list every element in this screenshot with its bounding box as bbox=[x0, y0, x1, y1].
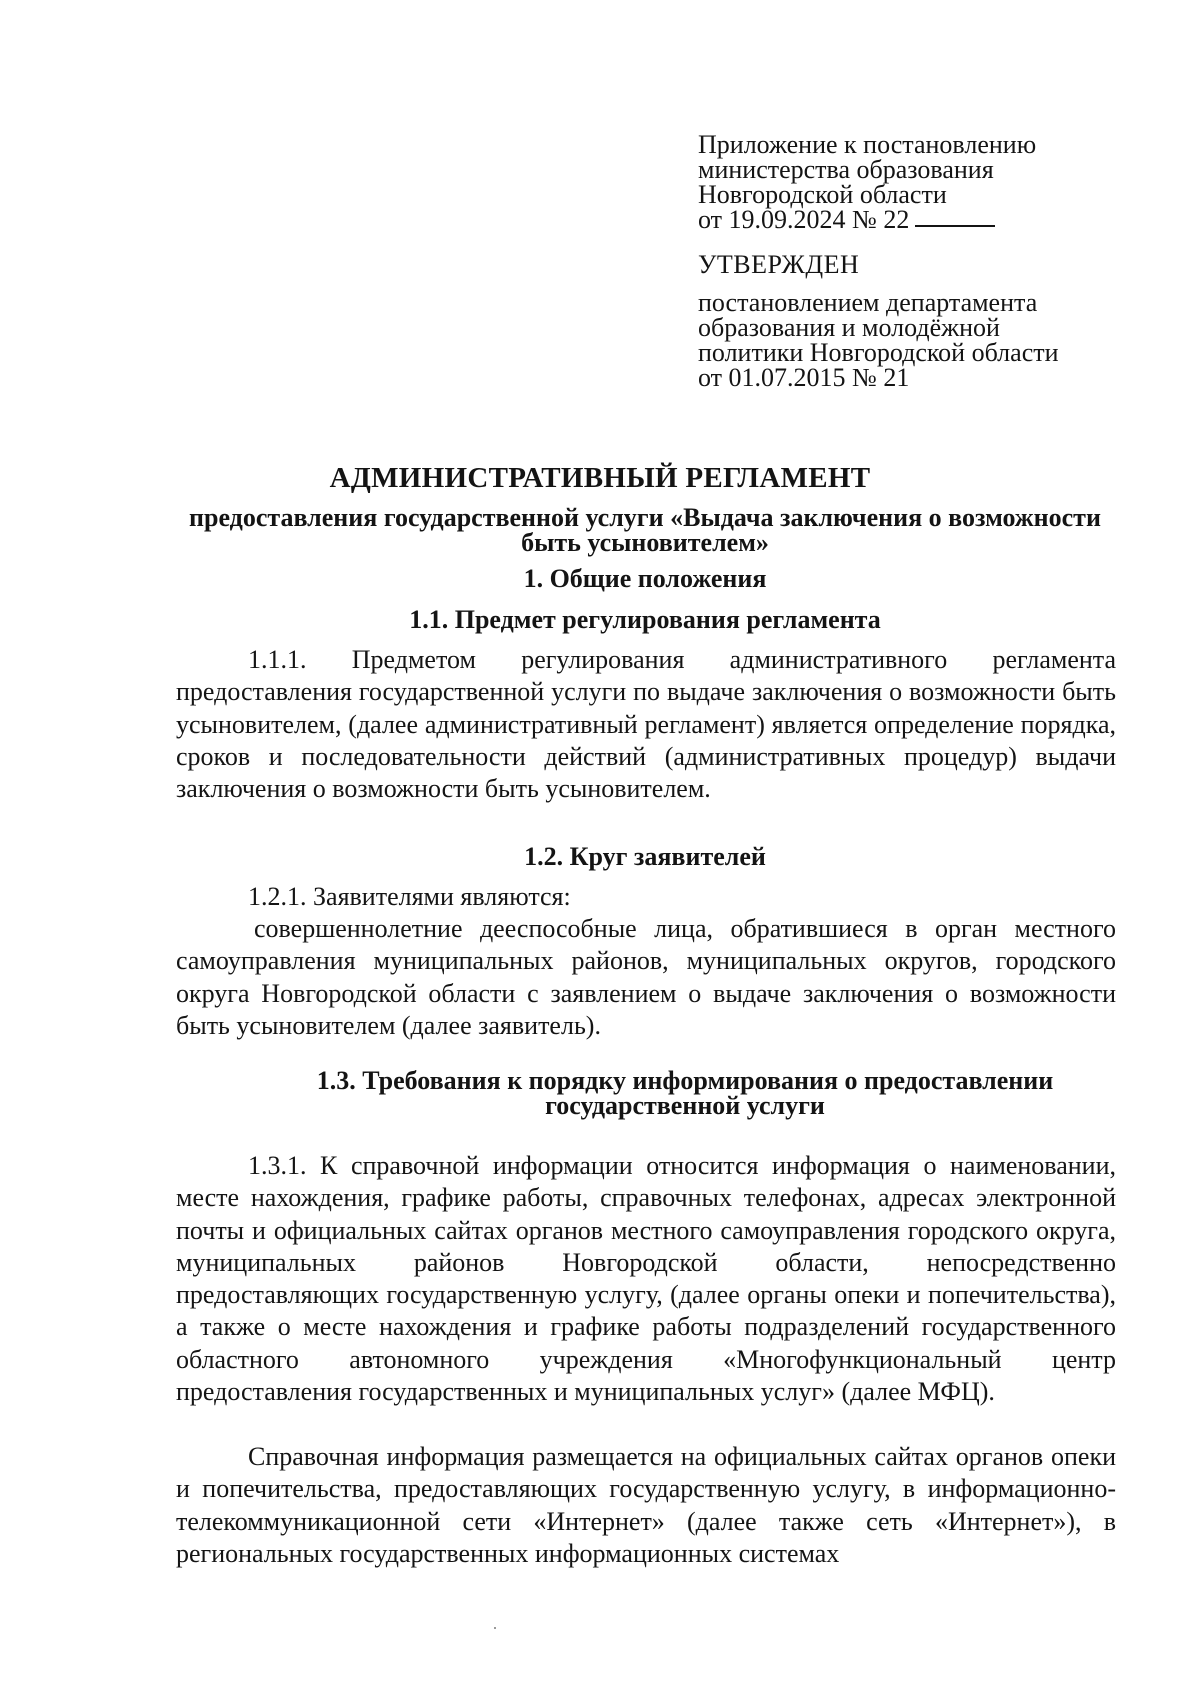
appendix-line-1: Приложение к постановлению bbox=[698, 130, 1037, 159]
document-title: АДМИНИСТРАТИВНЫЙ РЕГЛАМЕНТ bbox=[329, 462, 871, 494]
appendix-line-3: Новгородской области bbox=[698, 180, 947, 209]
paragraph-reference-info: Справочная информация размещается на официальных сайтах органов опеки и попечительства, предоставляющих государственную услугу, в информационно-телекоммуникационной сети «Интернет» (далее также сеть «Интернет»), в региональных государственных информационных системах bbox=[176, 1442, 1116, 1568]
approval-details bbox=[698, 290, 1118, 390]
section-heading-1-3: 1.3. Требования к порядку информирования о предоставлении государственной услуги bbox=[316, 1066, 1054, 1120]
approval-line-4: от 01.07.2015 № 21 bbox=[698, 363, 910, 392]
approval-line-1: постановлением департамента bbox=[698, 288, 1038, 317]
approval-line-3: политики Новгородской области bbox=[698, 338, 1059, 367]
approved-label: УТВЕРЖДЕН bbox=[698, 250, 860, 279]
signature-blank bbox=[915, 225, 995, 227]
section-heading-1-1: 1.1. Предмет регулирования регламента bbox=[409, 605, 881, 634]
approval-line-2: образования и молодёжной bbox=[698, 313, 1000, 342]
document-subtitle: предоставления государственной услуги «Выдача заключения о возможности быть усыновителем» bbox=[189, 503, 1101, 557]
appendix-date-number: от 19.09.2024 № 22 bbox=[698, 205, 910, 234]
paragraph-1-3-1: 1.3.1. К справочной информации относится информация о наименовании, месте нахождения, графике работы, справочных телефонах, адресах электронной почты и официальных сайтах органов местного самоуправления городского округа, муниципальных районов Новгородской области, непосредственно предоставляющих государственную услугу, (далее органы опеки и попечительства), а также о месте нахождения и графике работы подразделений государственного областного автономного учреждения «Многофункциональный центр предоставления государственных и муниципальных услуг» (далее МФЦ). bbox=[176, 1151, 1116, 1407]
paragraph-applicants: совершеннолетние дееспособные лица, обратившиеся в орган местного самоуправления муниципальных районов, муниципальных округов, городского округа Новгородской области с заявлением о выдаче заключения о возможности быть усыновителем (далее заявитель). bbox=[176, 914, 1116, 1040]
appendix-header bbox=[698, 132, 1118, 232]
paragraph-1-1-1: 1.1.1. Предметом регулирования административного регламента предоставления государственной услуги по выдаче заключения о возможности быть усыновителем, (далее административный регламент) является определение порядка, сроков и последовательности действий (административных процедур) выдачи заключения о возможности быть усыновителем. bbox=[176, 645, 1116, 804]
paragraph-1-2-1: 1.2.1. Заявителями являются: bbox=[248, 882, 571, 911]
appendix-line-4 bbox=[698, 207, 1118, 232]
scan-speck bbox=[494, 1627, 496, 1629]
appendix-line-2: министерства образования bbox=[698, 155, 994, 184]
section-heading-1: 1. Общие положения bbox=[523, 564, 767, 593]
section-heading-1-2: 1.2. Круг заявителей bbox=[524, 842, 766, 871]
